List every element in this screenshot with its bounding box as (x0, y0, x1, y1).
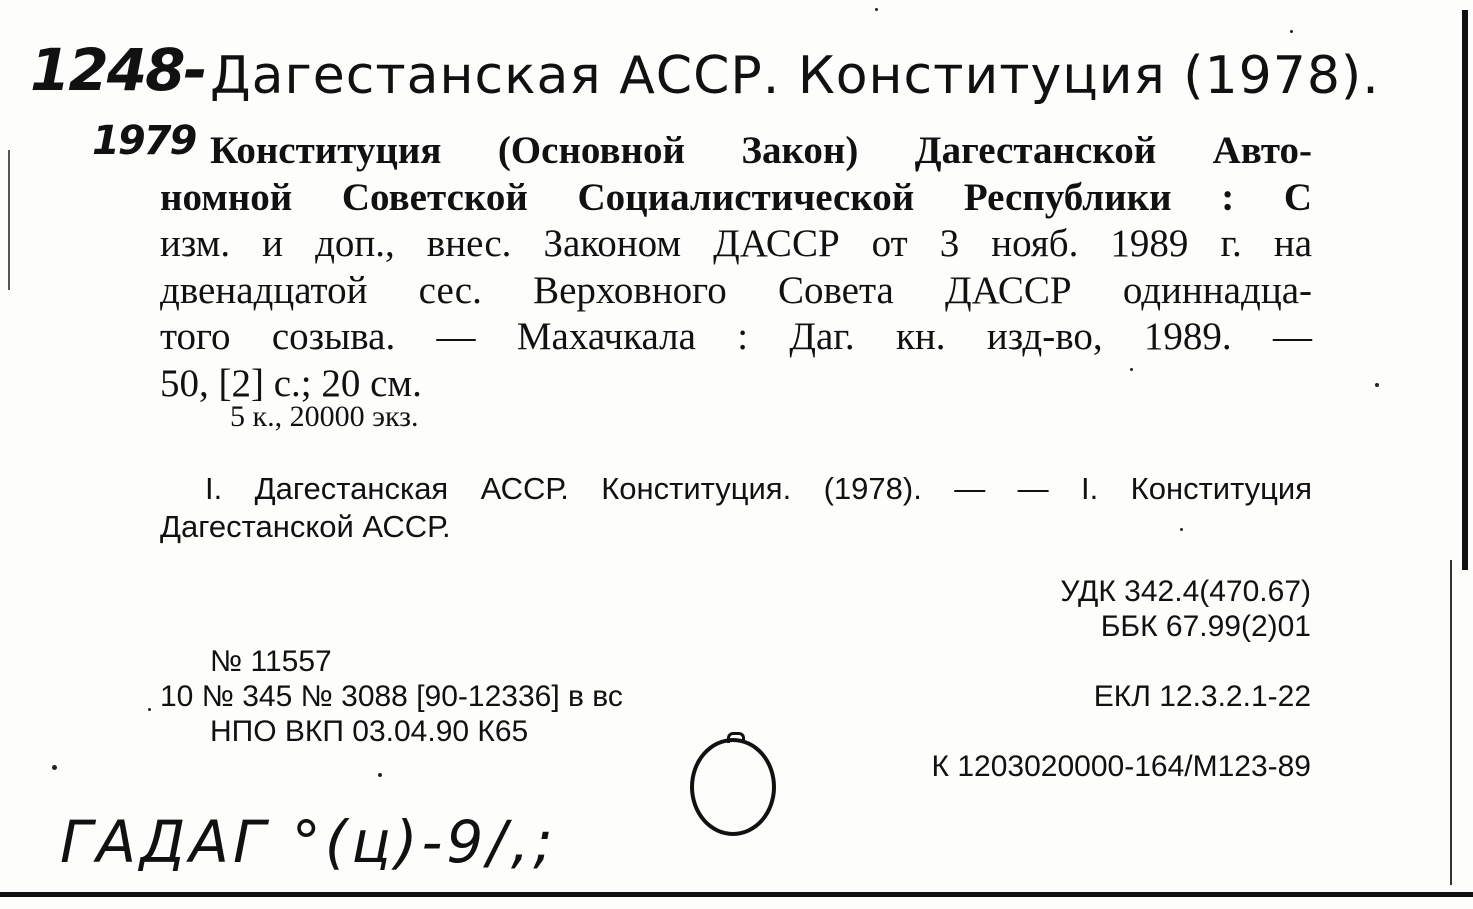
description-line-2: номной Советской Социалистической Республики : С (160, 175, 1312, 219)
card-bottom-edge (0, 892, 1473, 897)
card-left-edge (8, 150, 10, 290)
subject-headings (160, 470, 1312, 546)
speck (52, 765, 57, 770)
ekl-code: ЕКЛ 12.3.2.1-22 (1093, 680, 1311, 713)
description-line-6: 50, [2] с.; 20 см. (160, 361, 422, 405)
order-line: 10 № 345 № 3088 [90-12336] в вс (160, 680, 623, 713)
bibliographic-description (160, 128, 1312, 407)
speck (1130, 368, 1133, 371)
card-right-edge (1462, 10, 1468, 570)
speck (378, 773, 382, 777)
handwritten-catalog-number: 1248- (30, 36, 206, 104)
price-and-print-run: 5 к., 20000 экз. (230, 400, 419, 433)
card-punch-hole (690, 738, 776, 836)
description-line-5: того созыва. — Махачкала : Даг. кн. изд-во, 1989. — (160, 315, 1312, 358)
description-line-1: Конституция (Основной Закон) Дагестанской Авто- (210, 129, 1312, 172)
handwritten-bottom-note: ГАДАГ °(ц)-9/,; (60, 808, 557, 876)
subject-line-2: Дагестанской АССР. (160, 509, 451, 544)
bbk-code: ББК 67.99(2)01 (1100, 610, 1311, 643)
card-right-edge-lower (1450, 560, 1452, 885)
k-code: К 1203020000-164/М123-89 (931, 750, 1311, 783)
description-line-4: двенадцатой сес. Верховного Совета ДАССР одиннадца- (160, 268, 1312, 312)
speck (1290, 30, 1293, 33)
speck (875, 8, 878, 11)
handwritten-year: 1979 (92, 118, 196, 164)
description-line-3: изм. и доп., внес. Законом ДАССР от 3 нояб. 1989 г. на (160, 222, 1312, 265)
subject-line-1: I. Дагестанская АССР. Конституция. (1978). — — I. Конституция (205, 471, 1312, 506)
card-number: № 11557 (210, 645, 332, 678)
speck (1180, 528, 1183, 531)
speck (148, 708, 151, 711)
npo-line: НПО ВКП 03.04.90 К65 (210, 715, 529, 748)
speck (1375, 383, 1379, 387)
card-heading: Дагестанская АССР. Конституция (1978). (210, 46, 1380, 106)
udk-code: УДК 342.4(470.67) (1060, 575, 1311, 608)
